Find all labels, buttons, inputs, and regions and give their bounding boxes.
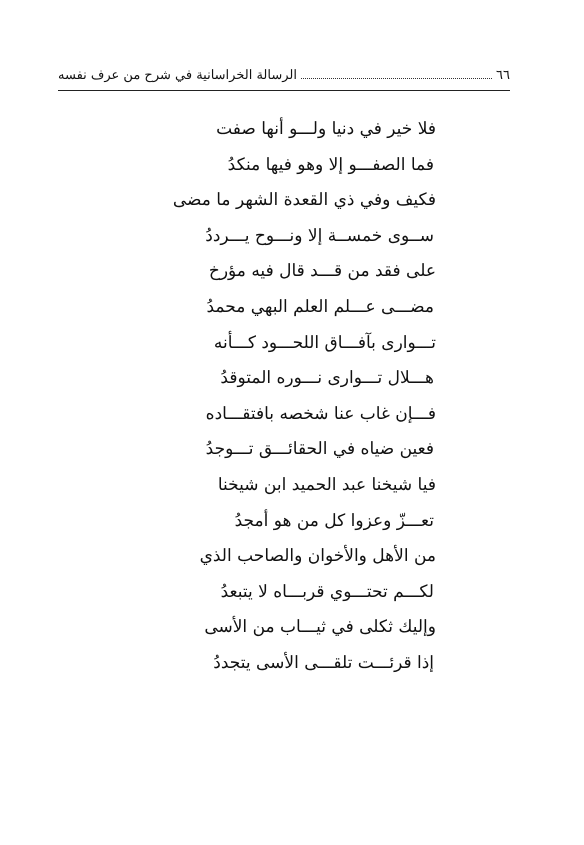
verse-hemistich: فما الصفـــو إلا وهو فيها منكدُ: [227, 154, 434, 175]
verse-hemistich: فلا خير في دنيا ولـــو أنها صفت: [216, 119, 436, 139]
book-title: الرسالة الخراسانية في شرح من عرف نفسه: [58, 67, 297, 83]
verse-hemistich: فكيف وفي ذي القعدة الشهر ما مضى: [172, 190, 436, 211]
verse-hemistich: لكـــم تحتـــوي قربـــاه لا يتبعدُ: [220, 581, 434, 602]
verse-hemistich: تعـــزّ وعزوا كل من هو أمجدُ: [234, 510, 434, 531]
dotted-leader: [301, 78, 492, 79]
verse-hemistich: فعين ضياه في الحقائـــق تـــوجدُ: [205, 439, 434, 460]
verse-hemistich: ســوى خمســة إلا ونـــوح يـــرددُ: [205, 225, 434, 246]
verse-hemistich: تـــوارى بآفـــاق اللحـــود كـــأنه: [213, 332, 436, 353]
verse-hemistich: فيا شيخنا عبد الحميد ابن شيخنا: [217, 474, 436, 495]
page-number: ٦٦: [496, 67, 510, 83]
verse-hemistich: من الأهل والأخوان والصاحب الذي: [199, 546, 436, 567]
verse-hemistich: مضـــى عـــلم العلم البهي محمدُ: [206, 296, 434, 317]
header-rule: [58, 90, 510, 91]
verse-hemistich: هـــلال تـــوارى نـــوره المتوقدُ: [220, 368, 434, 389]
verse-hemistich: على فقد من قـــد قال فيه مؤرخ: [208, 261, 436, 282]
running-header: [58, 64, 510, 86]
verse-hemistich: فـــإن غاب عنا شخصه بافتقـــاده: [205, 403, 436, 424]
verse-hemistich: إذا قرئـــت تلقـــى الأسى يتجددُ: [213, 652, 434, 673]
verse-hemistich: وإليك ثكلى في ثيـــاب من الأسى: [204, 617, 436, 638]
poem: [58, 112, 436, 682]
